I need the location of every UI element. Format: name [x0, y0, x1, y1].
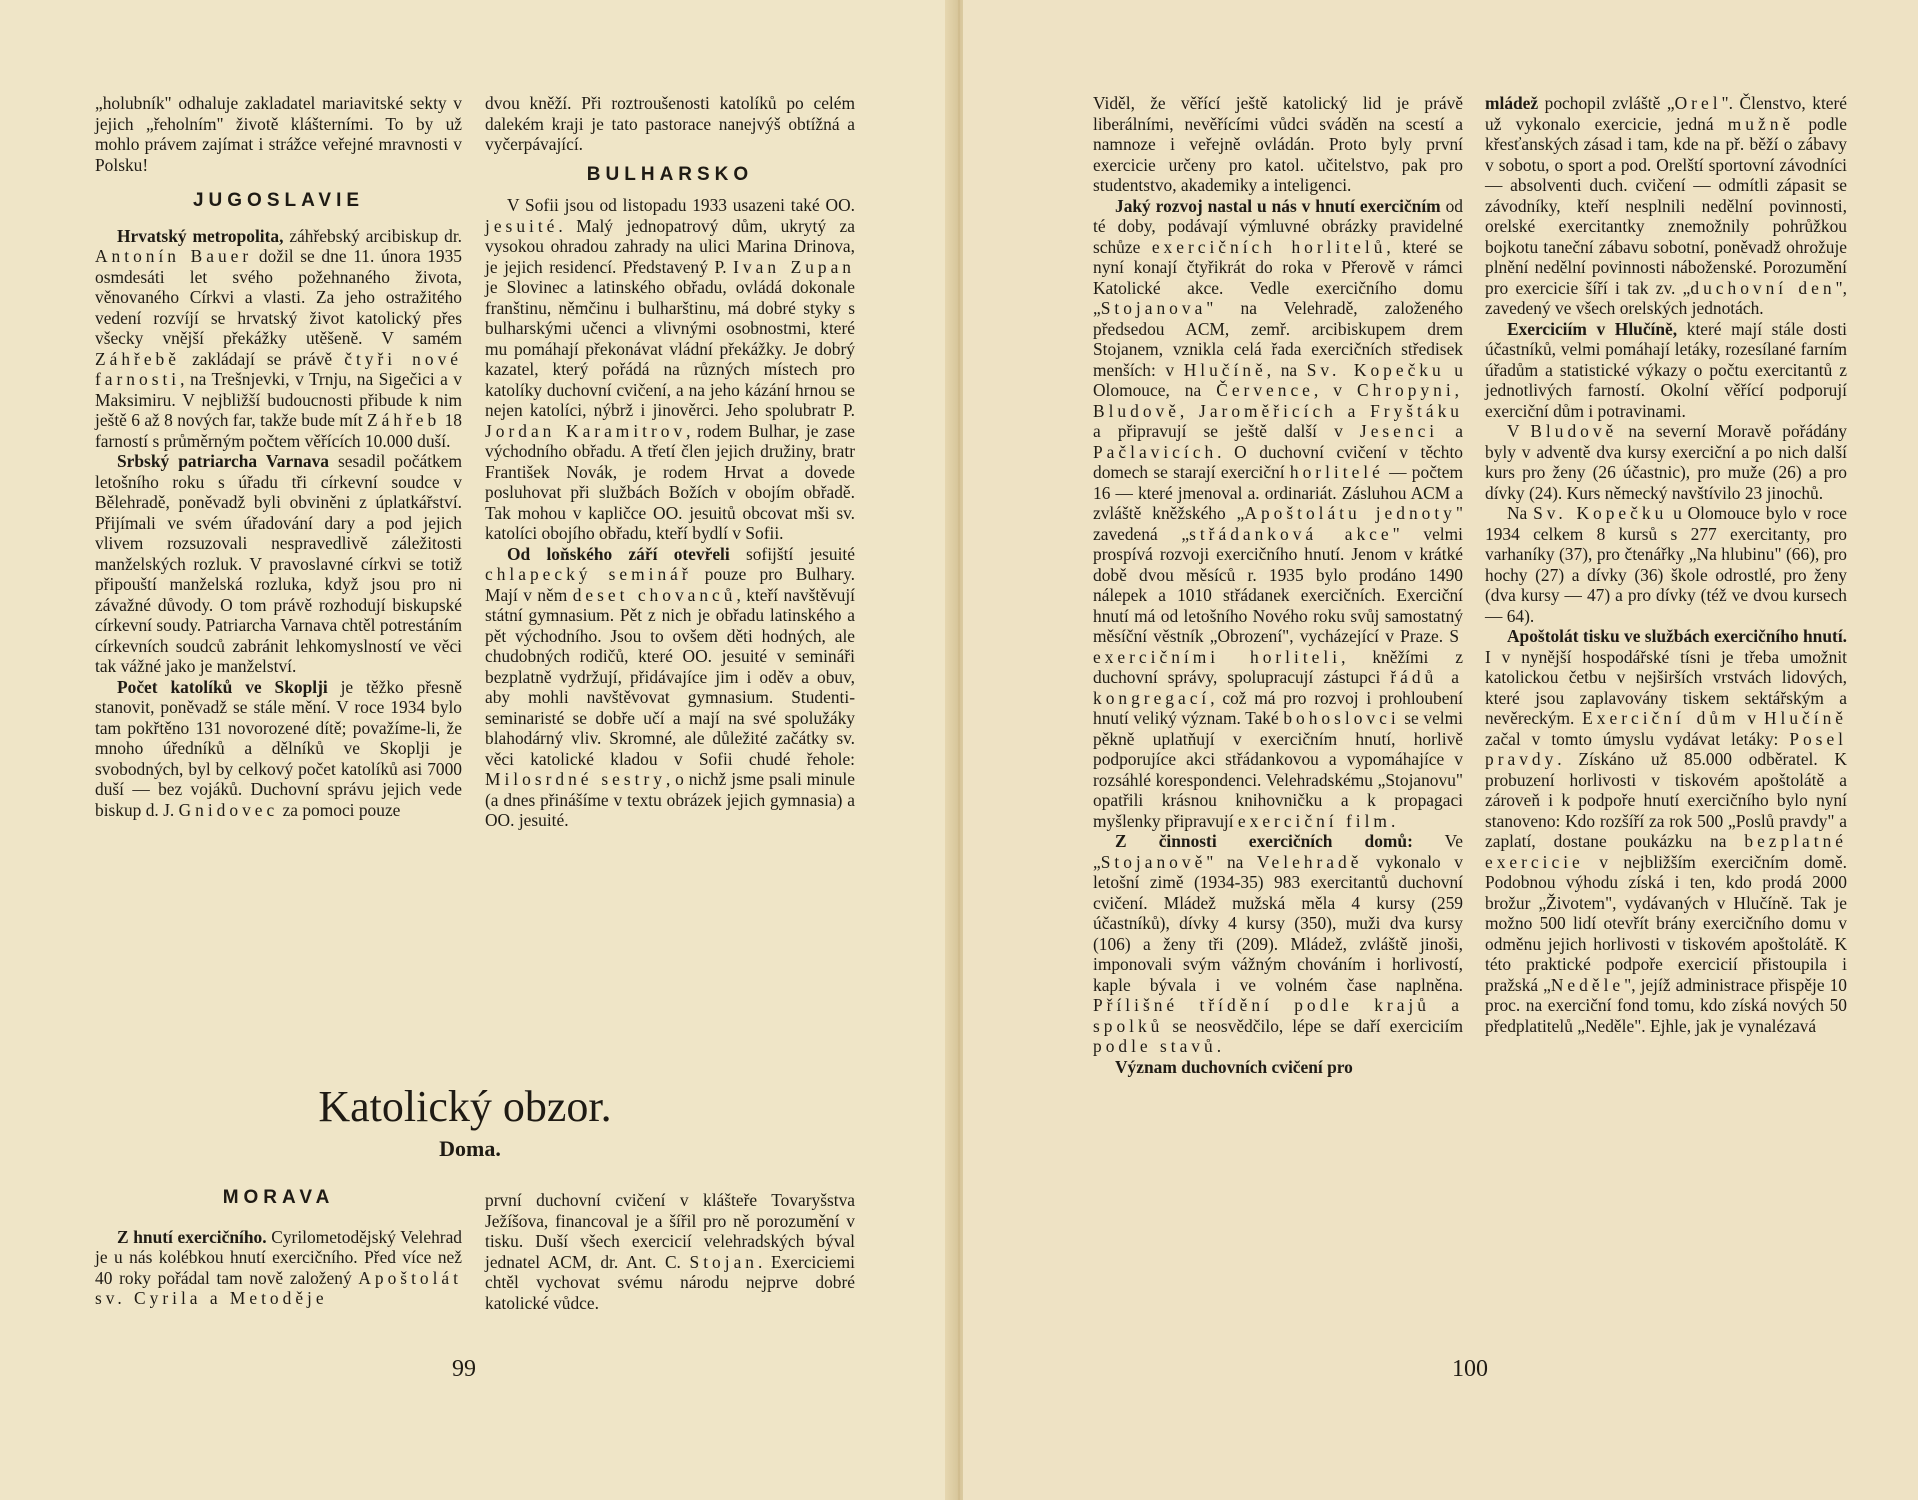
paragraph: Význam duchovních cvičení pro — [1115, 1056, 1353, 1077]
paragraph: Od loňského září otevřeli sofijští jesuité chlapecký seminář pouze pro Bulhary. Mají v něm deset chovanců, kteří navštěvují státní gymnasium. Pět z nich je obřadu latinského a pět východního. Jsou to ovšem děti hodných, ale chudobných rodičů, které OO. jesuité v semináři bezplatně vydržují, přidávajíce jim i oděv a obuv, aby mohli navštěvovat gymnasium. Studenti-seminaristé se dobře učí a mají na své spolužáky blahodárný vliv. Skromné, ale důležité začátky sv. věci katolické kladou v Sofii chudé řehole: Milosrdné sestry, o nichž jsme psali minule (a dnes přinášíme v textu obrázek jejich gymnasia) a OO. jesuité. — [485, 543, 855, 830]
paragraph: Hrvatský metropolita, záhřebský arcibiskup dr. Antonín Bauer dožil se dne 11. února 1935 osmdesáti let svého požehnaného života, věnovaného Církvi a vlasti. Za jeho ostražitého vedení rozvíjí se hrvatský život katolický přes všecky vnější překážky utěšeně. V samém Záhřebě zakládají se právě čtyři nové farnosti, na Trešnjevki, v Trnju, na Sigečici a v Maksimiru. V nejbližší budoucnosti přibude k nim ještě 6 až 8 nových far, takže bude mít Záhřeb 18 farností s průměrným počtem věřících 10.000 duší. — [95, 225, 463, 451]
paragraph: Viděl, že věřící ještě katolický lid je právě liberálními, nevěřícími vůdci sváděn na scestí a namnoze i veřejně ovládán. Proto byly první exercicie určeny pro katol. učitelstvo, pak pro studentstvo, akademiky a inteligenci. — [1093, 93, 1463, 195]
left-column-1 — [95, 93, 462, 820]
paragraph: Exerciciím v Hlučíně, které mají stále dosti účastníků, velmi pomáhají letáky, rozesílané farním úřadům a statistické výkazy o počtu exercitantů z jednotlivých farností. Okolní věřící podporují exerciční dům i potravinami. — [1485, 318, 1847, 421]
left-page — [0, 0, 955, 1500]
paragraph: dvou kněží. Při roztroušenosti katolíků po celém dalekém kraji je tato pastorace nanejvýš obtížná a vyčerpávající. — [485, 93, 855, 154]
page-number: 100 — [1452, 1356, 1488, 1382]
paragraph: první duchovní cvičení v klášteře Tovaryšstva Ježíšova, financoval je a šířil pro ně porozumění v tisku. Duší všech exercicií velehradských býval jednatel ACM, dr. Ant. C. Stojan. Exerciciemi chtěl vychovat svému národu nejprve dobré katolické vůdce. — [485, 1190, 855, 1313]
paragraph: Z činnosti exercičních domů: Ve „Stojanově" na Velehradě vykonalo v letošní zimě (1934-35) 983 exercitantů duchovní cvičení. Mládež mužská měla 4 kursy (259 účastníků), dívky 4 kursy (350), muži dva kursy (106) a ženy tři (209). Mládež, zvláště jinoši, imponovali svým vážným chováním i horlivostí, kaple bývala i ve volném čase naplněna. Přílišné třídění podle krajů a spolků se neosvědčilo, lépe se daří exerciciím podle stavů. — [1093, 831, 1463, 1056]
page-subtitle: Doma. — [439, 1136, 501, 1161]
section-heading-jugoslavie: JUGOSLAVIE — [192, 190, 365, 211]
paragraph: Srbský patriarcha Varnava sesadil počátkem letošního roku s úřadu tři církevní soudce v Bělehradě, poněvadž byli obviněni z úplatkářství. Přijímali ve svém úřadování dary a pod jejich vlivem rozsuzovali nespravedlivě záležitosti manželských rozluk. V pravoslavné církvi se totiž připouští manželská rozluka, když jsou pro ni závažné důvody. O tom právě rozhodují biskupské církevní soudy. Patriarcha Varnava chtěl potrestáním církevních soudců zabránit lehkomyslností ve věci tak vážné jako je manželství. — [95, 451, 462, 676]
paragraph: Apoštolát tisku ve službách exercičního hnutí. I v nynější hospodářské tísni je třeba umožnit katolickou četbu v nejširších vrstvách lidových, které jsou zaplavovány tiskem sektářským a nevěreckým. Exerciční dům v Hlučíně začal v tomto úmyslu vydávat letáky: Posel pravdy. Získáno už 85.000 odběratel. K probuzení horlivosti v tiskovém apoštolátě a zároveň i k podpoře hnutí exercičního bylo nyní stanoveno: Kdo rozšíří za rok 500 „Poslů pravdy" a zaplatí, dostane poukázku na bezplatné exercicie v nejbližším exercičním domě. Podobnou výhodu získá i ten, kdo prodá 2000 brožur „Životem", vydávaných v Hlučíně. Tak je možno 500 lidí otevřít brány exercičního domu v odměnu jejich horlivosti v tiskovém apoštolátě. K této praktické podpoře exercicií přistoupila i pražská „Neděle", jejíž administrace přispěje 10 proc. na exerciční fond tomu, kdo získá nových 50 předplatitelů „Neděle". Ejhle, jak je vynalézavá — [1485, 626, 1848, 1036]
right-page — [963, 0, 1918, 1500]
left-column-2 — [485, 93, 855, 831]
paragraph: Počet katolíků ve Skoplji je těžko přesně stanovit, poněvadž se stále mění. V roce 1934 bylo tam pokřtěno 131 novorozené dítě; považíme-li, že mnoho úředníků a dělníků ve Skoplji je svobodných, byl by celkový počet katolíků asi 7000 duší — bez vojáků. Duchovní správu jejich vede biskup d. J. Gnidovec za pomoci pouze — [95, 676, 463, 820]
paragraph: Na Sv. Kopečku u Olomouce bylo v roce 1934 celkem 8 kursů s 277 exercitanty, pro varhaníky (37), pro čtenářky „Na hlubinu" (66), pro hochy (27) a dívky (36) škole odrostlé, pro ženy (dva kursy — 47) a pro dívky (též ve dvou kursech — 64). — [1485, 503, 1847, 626]
paragraph: Jaký rozvoj nastal u nás v hnutí exercičním od té doby, podávají výmluvné obrázky pravidelné schůze exercičních horlitelů, které se nyní konají čtyřikrát do roka v Přerově v rámci Katolické akce. Vedle exercičního domu „Stojanova" na Velehradě, založeného předsedou ACM, zemř. arcibiskupem drem Stojanem, vznikla celá řada exercičních středisek menších: v Hlučíně, na Sv. Kopečku u Olomouce, na Července, v Chropyni, Bludově, Jaroměřicích a Fryštáku a připravují se ještě další v Jesenci a Pačlavicích. O duchovní cvičení v těchto domech se starají exerciční horlitelé — počtem 16 — které jmenoval a. ordinariát. Zásluhou ACM a zvláště kněžského „Apoštolátu jednoty" zavedená „střádanková akce" velmi prospívá rozvoji exercičního hnutí. Jenom v krátké době dvou měsíců r. 1935 bylo prodáno 1490 nálepek a 1010 střádanek exercičních. Exerciční hnutí má od letošního Nového roku svůj samostatný měsíční věstník „Obrození", vycházející v Praze. S exercičními horliteli, kněžími z duchovní správy, spolupracují zástupci řádů a kongregací, což má pro rozvoj i prohloubení hnutí veliký význam. Také bohoslovci se velmi pěkně uplatňují v exercičním hnutí, horlivě podporujíce akci střádankovou a vypomáhajíce v rozsáhlé korespondenci. Velehradskému „Stojanovu" opatřili krásnou knihovničku a k propagaci myšlenky připravují exerciční film. — [1093, 195, 1464, 831]
left-column-2-bottom — [485, 1190, 855, 1313]
section-heading-bulharsko: BULHARSKO — [586, 163, 754, 185]
paragraph: „holubník" odhaluje zakladatel mariavitské sekty v jejich „řeholním" životě klášterními. To by už mohlo právem zajímat i strážce veřejné mravnosti v Polsku! — [95, 93, 462, 175]
paragraph: V Sofii jsou od listopadu 1933 usazeni také OO. jesuité. Malý jednopatrový dům, ukrytý za vysokou ohradou zahrady na ulici Marina Drinova, je jejich residencí. Představený P. Ivan Zupan je Slovinec a latinského obřadu, ovládá dokonale franštinu, němčinu i bulharštinu, má dobré styky s bulharskými učenci a vlivnými osobnostmi, které mu pomáhají překonávat vládní překážky. Je dobrý kazatel, který pořádá na různých místech pro katolíky duchovní cvičení, a na jeho kázání hrnou se nejen katolíci, nýbrž i jinověrci. Jeho spolubratr P. Jordan Karamitrov, rodem Bulhar, je zase východního obřadu. A třetí člen jejich družiny, bratr František Novák, je rodem Hrvat a dovede posluhovat při službách Božích v obojím obřadě. Tak mohou v kapličce OO. jesuitů obcovat mši sv. katolíci obojího obřadu, kteří bydlí v Sofii. — [485, 195, 855, 543]
left-column-1-bottom — [95, 1180, 462, 1309]
paragraph: mládež pochopil zvláště „Orel". Členstvo, které už vykonalo exercicie, jedná mužně podle křesťanských zásad i tam, kde na př. běží o zábavy v sobotu, o sport a pod. Orelští sportovní závodníci — absolventi duch. cvičení — odmítli zápasit se závodníky, kteří nesplnili nedělní povinnosti, orelské exercitantky znemožnily pohrůžkou bojkotu taneční zábavu sobotní, poněvadž ohrožuje plnění nedělní povinnosti náboženské. Porozumění pro exercicie šíří i tak zv. „duchovní den", zavedený ve všech orelských jednotách. — [1485, 93, 1847, 318]
page-title: Katolický obzor. — [318, 1082, 612, 1131]
paragraph: Z hnutí exercičního. Cyrilometodějský Velehrad je u nás kolébkou hnutí exercičního. Před více než 40 roky pořádal tam nově založený Apoštolát sv. Cyrila a Metoděje — [95, 1226, 462, 1308]
right-column-1 — [1093, 93, 1463, 1077]
paragraph: V Bludově na severní Moravě pořádány byly v adventě dva kursy exerciční a po nich další kurs pro ženy (26 účastnic), pro muže (26) a pro dívky (24). Kurs německý navštívilo 23 jinochů. — [1485, 421, 1848, 503]
right-column-2 — [1485, 93, 1847, 1036]
section-heading-morava: MORAVA — [222, 1187, 335, 1208]
page-number: 99 — [452, 1356, 476, 1382]
